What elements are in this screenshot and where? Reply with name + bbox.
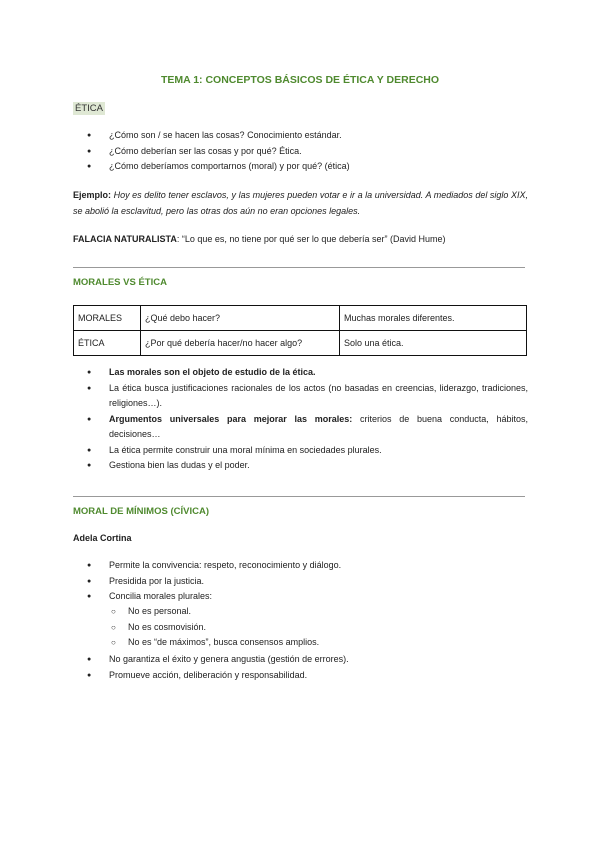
- bold-text: Argumentos universales para mejorar las morales:: [109, 413, 353, 424]
- example-paragraph: [73, 187, 528, 219]
- section-heading-minimos: MORAL DE MÍNIMOS (CÍVICA): [73, 506, 209, 517]
- list-text: Concilia morales plurales:: [109, 591, 213, 601]
- list-item: ● No garantiza el éxito y genera angustia (gestión de errores).: [73, 652, 528, 668]
- list-item: [73, 412, 528, 443]
- morales-bullet-list: [73, 365, 528, 474]
- divider: [73, 267, 525, 268]
- minimos-sub-list: [73, 604, 528, 651]
- list-item: ● ¿Cómo deberíamos comportarnos (moral) y por qué? (ética): [73, 159, 528, 175]
- author-name: Adela Cortina: [73, 533, 132, 543]
- list-item: [73, 589, 528, 605]
- example-text: Hoy es delito tener esclavos, y las mujeres pueden votar e ir a la universidad. A mediados del siglo XIX, se abolió la esclavitud, pero las otras dos aún no eran opciones legales.: [73, 190, 528, 216]
- sub-list-item: ○ No es personal.: [73, 604, 528, 620]
- list-item: ● La ética permite construir una moral mínima en sociedades plurales.: [73, 443, 528, 459]
- table-row: [74, 331, 527, 356]
- section-heading-morales: MORALES VS ÉTICA: [73, 277, 167, 288]
- list-item: ● Gestiona bien las dudas y el poder.: [73, 458, 528, 474]
- list-item: ● Promueve acción, deliberación y responsabilidad.: [73, 668, 528, 684]
- divider: [73, 496, 525, 497]
- minimos-bullet-list: [73, 558, 528, 605]
- list-item: ● Presidida por la justicia.: [73, 574, 528, 590]
- etica-bullet-list: [73, 128, 528, 175]
- table-cell: Muchas morales diferentes.: [340, 306, 527, 331]
- table-cell: ¿Por qué debería hacer/no hacer algo?: [141, 331, 340, 356]
- list-text: criterios de buena conducta, hábitos, decisiones…: [109, 413, 528, 439]
- table-cell: MORALES: [74, 306, 141, 331]
- table-cell: Solo una ética.: [340, 331, 527, 356]
- morales-vs-etica-table: [73, 305, 527, 356]
- list-item: [73, 365, 528, 381]
- list-item: ● Permite la convivencia: respeto, reconocimiento y diálogo.: [73, 558, 528, 574]
- list-item: ● ¿Cómo son / se hacen las cosas? Conocimiento estándar.: [73, 128, 528, 144]
- falacia-paragraph: [73, 231, 528, 247]
- minimos-bullet-list-2: [73, 652, 528, 683]
- bold-text: Las morales son el objeto de estudio de la ética.: [109, 367, 316, 377]
- sub-list-item: ○ No es “de máximos”, busca consensos amplios.: [73, 635, 528, 651]
- falacia-label: FALACIA NATURALISTA: [73, 234, 177, 244]
- page-title: TEMA 1: CONCEPTOS BÁSICOS DE ÉTICA Y DERECHO: [160, 74, 440, 86]
- list-item: ● La ética busca justificaciones racionales de los actos (no basadas en creencias, liderazgo, tradiciones, religiones…).: [73, 381, 528, 412]
- falacia-text: : “Lo que es, no tiene por qué ser lo que debería ser” (David Hume): [176, 234, 446, 244]
- section-heading-etica: ÉTICA: [75, 103, 103, 114]
- list-item: ● ¿Cómo deberían ser las cosas y por qué? Ética.: [73, 144, 528, 160]
- example-label: Ejemplo:: [73, 190, 112, 200]
- table-cell: ÉTICA: [74, 331, 141, 356]
- table-row: [74, 306, 527, 331]
- sub-list-item: ○ No es cosmovisión.: [73, 620, 528, 636]
- table-cell: ¿Qué debo hacer?: [141, 306, 340, 331]
